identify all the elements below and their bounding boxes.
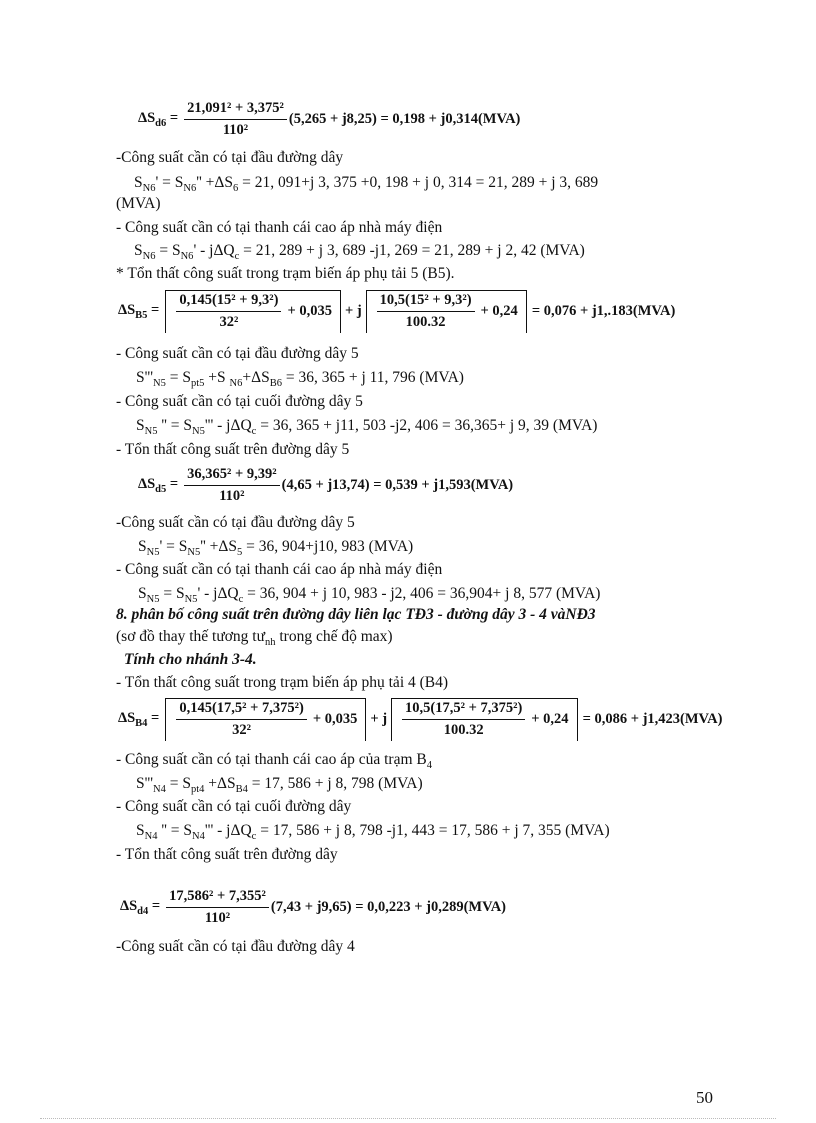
text-line: -Công suất cần có tại đầu đường dây 5 xyxy=(116,514,355,531)
text-line: - Tổn thất công suất trên đường dây xyxy=(116,846,338,863)
text-line: (MVA) xyxy=(116,195,161,212)
text-line: - Công suất cần có tại cuối đường dây 5 xyxy=(116,393,363,410)
text-line: - Công suất cần có tại thanh cái cao áp của trạm $B_4$ xyxy=(116,751,432,771)
subsection-heading: Tính cho nhánh 3-4. xyxy=(124,651,257,668)
text-line: $S_{N4}$ '' = $S_{N4}''' - j\Delta Q_c = 17$, 586 + j 8, 798 -j1, 443 = 17, 586 + j 7, 355 (MVA) xyxy=(136,822,610,842)
text-line: $S_{N6}' = S_{N6}'' +\Delta S_6 = 21$, 091+j 3, 375 +0, 198 + j 0, 314 = 21, 289 + j 3, 689 xyxy=(134,174,599,194)
equation-loss-d6: $\Delta S_{d6}$ = $\frac{\text{21,091² + 3,375²}}{\text{110²}}$ (5,265 + j8,25) = 0,198 + j0,314(MVA) xyxy=(138,100,521,138)
text-line: $S_{N6} = S_{N6}' - j\Delta Q_c = 21$, 289 + j 3, 689 -j1, 269 = 21, 289 + j 2, 42 (MVA) xyxy=(134,242,585,262)
equation-loss-b5: $\Delta S_{B5}$ = $\frac{\text{0,145(15² + 9,3²)}}{\text{32²}}$ + 0,035 + j $\frac{\text{10,5(15² + 9,3²)}}{100.32}$ + 0,24 = 0,076 + j1,.183(MVA) xyxy=(118,290,675,333)
page-bottom-divider xyxy=(40,1118,776,1119)
text-line: - Tổn thất công suất trên đường dây 5 xyxy=(116,441,350,458)
text-line: - Công suất cần có tại thanh cái cao áp nhà máy điện xyxy=(116,561,443,578)
page-number: 50 xyxy=(696,1088,713,1107)
text-line: - Công suất cần có tại cuối đường dây xyxy=(116,798,352,815)
text-line: (sơ đồ thay thế tương $tư_{nh}$ trong chế độ max) xyxy=(116,628,393,648)
text-line: $S'''_{N5} = S_{pt5} +S$ $_{N6}+\Delta S_{B6} = 36$, 365 + j 11, 796 (MVA) xyxy=(136,369,464,389)
text-line: -Công suất cần có tại đầu đường dây 4 xyxy=(116,938,355,955)
text-line: $S_{N5}' = S_{N5}'' +\Delta S_5 = 36$, 904+j10, 983 (MVA) xyxy=(138,538,414,558)
section-heading: 8. phân bố công suất trên đường dây liên lạc TĐ3 - đường dây 3 - 4 vàNĐ3 xyxy=(116,606,596,623)
text-line: * Tổn thất công suất trong trạm biến áp phụ tải 5 (B5). xyxy=(116,265,455,282)
equation-loss-b4: $\Delta S_{B4}$ = $\frac{\text{0,145(17,5² + 7,375²)}}{\text{32²}}$ + 0,035 + j $\frac{\text{10,5(17,5² + 7,375²)}}{100.32}$ + 0,24 = 0,086 + j1,423(MVA) xyxy=(118,698,722,741)
text-line: $S_{N5} = S_{N5}' - j\Delta Q_c = 36$, 904 + j 10, 983 - j2, 406 = 36,904+ j 8, 577 (MVA) xyxy=(138,585,601,605)
text-line: - Công suất cần có tại đầu đường dây 5 xyxy=(116,345,359,362)
equation-loss-d4: $\Delta S_{d4}$ = $\frac{\text{17,586² + 7,355²}}{\text{110²}}$ (7,43 + j9,65) = 0,0,223 + j0,289(MVA) xyxy=(120,888,507,926)
text-line: $S_{N5}$ '' = $S_{N5}''' - j\Delta Q_c = 36$, 365 + j11, 503 -j2, 406 = 36,365+ j 9, 39 (MVA) xyxy=(136,417,598,437)
equation-loss-d5: $\Delta S_{d5}$ = $\frac{\text{36,365² + 9,39²}}{\text{110²}}$ (4,65 + j13,74) = 0,539 + j1,593(MVA) xyxy=(138,466,514,504)
text-line: - Tổn thất công suất trong trạm biến áp phụ tải 4 (B4) xyxy=(116,674,449,691)
text-line: $S'''_{N4} = S_{pt4} +\Delta S_{B4} = 17$, 586 + j 8, 798 (MVA) xyxy=(136,775,423,795)
text-line: - Công suất cần có tại thanh cái cao áp nhà máy điện xyxy=(116,219,443,236)
text-line: -Công suất cần có tại đầu đường dây xyxy=(116,149,344,166)
